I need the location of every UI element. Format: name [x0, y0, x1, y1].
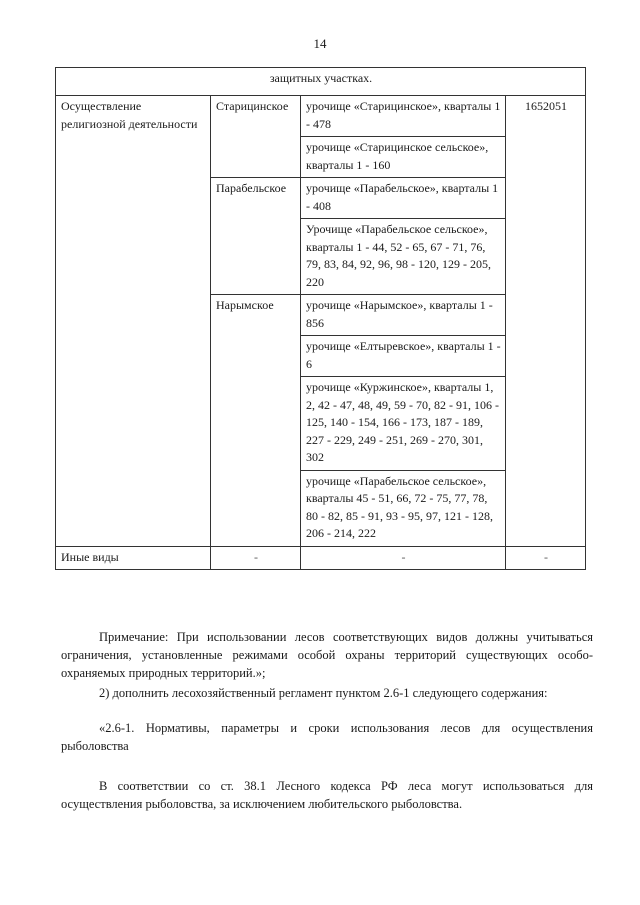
table-row-other — [56, 546, 586, 570]
location-cell: урочище «Парабельское сельское», кварталы 45 - 51, 66, 72 - 75, 77, 78, 80 - 82, 85 - 91, 93 - 95, 97, 121 - 128, 206 - 214, 222 — [301, 470, 506, 546]
item2-paragraph: 2) дополнить лесохозяйственный регламент пунктом 2.6-1 следующего содержания: — [99, 686, 548, 700]
location-cell: урочище «Парабельское», кварталы 1 - 408 — [301, 178, 506, 219]
location-cell: урочище «Старицинское», кварталы 1 - 478 — [301, 96, 506, 137]
continuation-row — [56, 68, 586, 96]
area-cell: - — [506, 546, 586, 570]
table-row — [56, 96, 586, 137]
page-number: 14 — [313, 36, 327, 51]
location-cell: - — [301, 546, 506, 570]
forestry-cell: - — [211, 546, 301, 570]
forestry-cell: Нарымское — [211, 295, 301, 547]
area-cell: 1652051 — [506, 96, 586, 547]
location-cell: урочище «Нарымское», кварталы 1 - 856 — [301, 295, 506, 336]
clause-paragraph: «2.6-1. Нормативы, параметры и сроки использования лесов для осуществления рыболовства — [61, 721, 593, 753]
location-cell: урочище «Старицинское сельское», кварталы 1 - 160 — [301, 137, 506, 178]
use-kind-cell: Осуществление религиозной деятельности — [56, 96, 211, 547]
note-paragraph: Примечание: При использовании лесов соответствующих видов должны учитываться ограничения, установленные режимами особой охраны территорий существующих особо-охраняемых природных территорий.»; — [61, 630, 593, 680]
use-kind-cell: Иные виды — [56, 546, 211, 570]
forestry-cell: Парабельское — [211, 178, 301, 295]
continuation-cell: защитных участках. — [56, 68, 586, 96]
forestry-cell: Старицинское — [211, 96, 301, 178]
final-paragraph: В соответствии со ст. 38.1 Лесного кодекса РФ леса могут использоваться для осуществления рыболовства, за исключением любительского рыболовства. — [61, 779, 593, 811]
location-cell: Урочище «Парабельское сельское», кварталы 1 - 44, 52 - 65, 67 - 71, 76, 79, 83, 84, 92, 96, 98 - 120, 129 - 205, 220 — [301, 219, 506, 295]
forest-use-table — [55, 67, 586, 570]
location-cell: урочище «Елтыревское», кварталы 1 - 6 — [301, 336, 506, 377]
location-cell: урочище «Куржинское», кварталы 1, 2, 42 - 47, 48, 49, 59 - 70, 82 - 91, 106 - 125, 140 - 154, 166 - 173, 187 - 189, 227 - 229, 249 - 251, 269 - 270, 301, 302 — [301, 377, 506, 471]
